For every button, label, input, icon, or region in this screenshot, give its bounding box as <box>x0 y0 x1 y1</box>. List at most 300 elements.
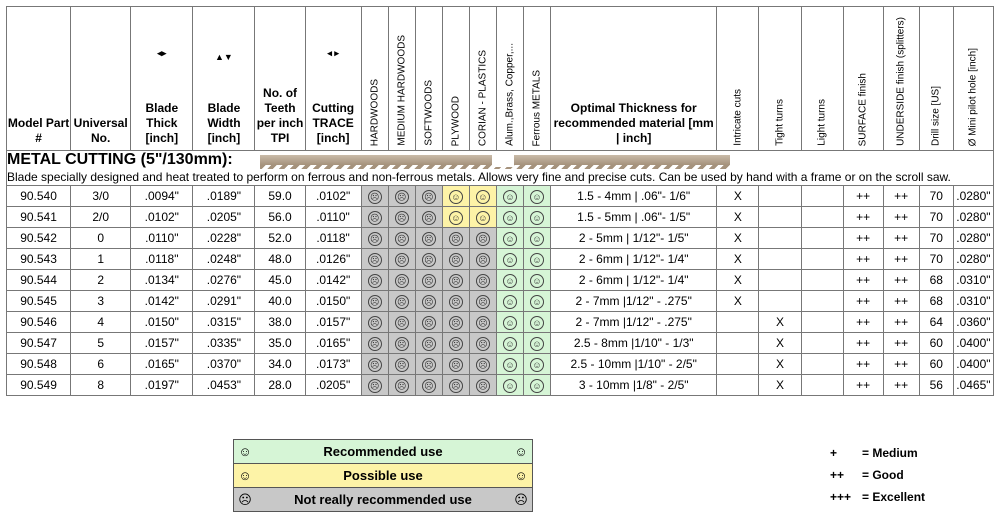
header-corian-label: CORIAN - PLASTICS <box>477 49 489 146</box>
cell-material-rating <box>523 291 550 312</box>
cell-universal: 0 <box>71 228 131 249</box>
cell-material-rating <box>469 270 496 291</box>
cell-material-rating <box>388 312 415 333</box>
cell-universal: 8 <box>71 375 131 396</box>
header-ferrous <box>523 7 550 151</box>
cell-pilot: .0465" <box>953 375 993 396</box>
cell-trace: .0142" <box>305 270 361 291</box>
cell-material-rating <box>523 249 550 270</box>
cell-intricate: X <box>717 228 759 249</box>
recommended-face-icon: ☺ <box>530 253 544 267</box>
cell-surface: ++ <box>843 291 883 312</box>
cell-light <box>801 186 843 207</box>
cell-underside: ++ <box>883 186 919 207</box>
cell-thick: .0150" <box>131 312 193 333</box>
rating-key-meaning: = Medium <box>862 446 918 460</box>
not-recommended-face-icon: ☹ <box>449 232 463 246</box>
not-recommended-face-icon: ☹ <box>422 190 436 204</box>
cell-drill: 70 <box>919 186 953 207</box>
dimension-arrow-icon: ◂ ▸ <box>327 48 339 58</box>
cell-universal: 5 <box>71 333 131 354</box>
cell-material-rating <box>388 270 415 291</box>
not-recommended-face-icon: ☹ <box>368 211 382 225</box>
data-rows <box>7 186 994 396</box>
cell-surface: ++ <box>843 228 883 249</box>
header-optimal-label: Optimal Thickness for recommended material [mm | inch] <box>553 101 714 145</box>
not-recommended-face-icon: ☹ <box>422 379 436 393</box>
header-teeth <box>255 7 305 151</box>
cell-model: 90.548 <box>7 354 71 375</box>
cell-thick: .0165" <box>131 354 193 375</box>
header-intricate <box>717 7 759 151</box>
cell-material-rating <box>388 354 415 375</box>
header-teeth-label: No. of Teeth per inch TPI <box>256 86 304 145</box>
header-plywood-label: PLYWOOD <box>450 95 462 146</box>
header-hardwoods-label: HARDWOODS <box>369 78 381 146</box>
cell-teeth: 56.0 <box>255 207 305 228</box>
cell-trace: .0118" <box>305 228 361 249</box>
cell-light <box>801 228 843 249</box>
not-recommended-face-icon: ☹ <box>449 274 463 288</box>
cell-material-rating <box>415 186 442 207</box>
cell-intricate: X <box>717 270 759 291</box>
recommended-face-icon: ☺ <box>530 316 544 330</box>
cell-universal: 4 <box>71 312 131 333</box>
saw-blade-image <box>260 155 730 165</box>
cell-material-rating <box>496 375 523 396</box>
cell-material-rating <box>415 312 442 333</box>
recommended-face-icon: ☺ <box>503 253 517 267</box>
cell-underside: ++ <box>883 333 919 354</box>
not-recommended-face-icon: ☹ <box>422 316 436 330</box>
table-row <box>7 207 994 228</box>
cell-material-rating <box>496 228 523 249</box>
cell-light <box>801 375 843 396</box>
legend-face-icon: ☺ <box>234 464 257 488</box>
cell-surface: ++ <box>843 186 883 207</box>
cell-universal: 6 <box>71 354 131 375</box>
cell-model: 90.543 <box>7 249 71 270</box>
cell-model: 90.542 <box>7 228 71 249</box>
cell-universal: 2 <box>71 270 131 291</box>
cell-universal: 3 <box>71 291 131 312</box>
not-recommended-face-icon: ☹ <box>476 253 490 267</box>
cell-trace: .0205" <box>305 375 361 396</box>
cell-material-rating <box>442 186 469 207</box>
cell-tight <box>759 186 801 207</box>
header-plywood <box>442 7 469 151</box>
cell-thick: .0102" <box>131 207 193 228</box>
cell-optimal: 3 - 10mm |1/8" - 2/5" <box>551 375 717 396</box>
cell-trace: .0126" <box>305 249 361 270</box>
cell-intricate <box>717 333 759 354</box>
cell-material-rating <box>415 333 442 354</box>
cell-drill: 70 <box>919 249 953 270</box>
cell-light <box>801 207 843 228</box>
header-surface <box>843 7 883 151</box>
recommended-face-icon: ☺ <box>503 274 517 288</box>
cell-material-rating <box>496 354 523 375</box>
rating-key-symbol: + <box>830 446 838 460</box>
cell-material-rating <box>496 249 523 270</box>
cell-thick: .0110" <box>131 228 193 249</box>
table-row <box>7 354 994 375</box>
cell-tight <box>759 291 801 312</box>
not-recommended-face-icon: ☹ <box>422 232 436 246</box>
cell-underside: ++ <box>883 375 919 396</box>
cell-surface: ++ <box>843 312 883 333</box>
cell-material-rating <box>523 270 550 291</box>
cell-teeth: 35.0 <box>255 333 305 354</box>
table-row <box>7 228 994 249</box>
cell-material-rating <box>469 207 496 228</box>
cell-universal: 3/0 <box>71 186 131 207</box>
cell-underside: ++ <box>883 249 919 270</box>
cell-drill: 68 <box>919 291 953 312</box>
cell-material-rating <box>469 249 496 270</box>
cell-teeth: 59.0 <box>255 186 305 207</box>
cell-trace: .0165" <box>305 333 361 354</box>
legend-face-icon: ☺ <box>234 440 257 464</box>
cell-width: .0228" <box>193 228 255 249</box>
recommended-face-icon: ☺ <box>503 232 517 246</box>
table-row <box>7 312 994 333</box>
cell-drill: 64 <box>919 312 953 333</box>
cell-light <box>801 249 843 270</box>
cell-material-rating <box>523 375 550 396</box>
cell-optimal: 2 - 6mm | 1/12"- 1/4" <box>551 270 717 291</box>
cell-pilot: .0360" <box>953 312 993 333</box>
not-recommended-face-icon: ☹ <box>395 274 409 288</box>
not-recommended-face-icon: ☹ <box>368 274 382 288</box>
rating-key-item <box>830 446 918 460</box>
cell-teeth: 48.0 <box>255 249 305 270</box>
not-recommended-face-icon: ☹ <box>449 337 463 351</box>
cell-material-rating <box>496 270 523 291</box>
legend-item <box>234 464 533 488</box>
not-recommended-face-icon: ☹ <box>395 295 409 309</box>
cell-width: .0248" <box>193 249 255 270</box>
cell-model: 90.549 <box>7 375 71 396</box>
cell-pilot: .0400" <box>953 354 993 375</box>
header-light <box>801 7 843 151</box>
not-recommended-face-icon: ☹ <box>476 295 490 309</box>
cell-surface: ++ <box>843 354 883 375</box>
legend-item <box>234 440 533 464</box>
cell-teeth: 52.0 <box>255 228 305 249</box>
not-recommended-face-icon: ☹ <box>449 316 463 330</box>
header-trace-label: Cutting TRACE [inch] <box>312 101 355 145</box>
cell-trace: .0150" <box>305 291 361 312</box>
rating-key-symbol: +++ <box>830 490 852 504</box>
cell-width: .0205" <box>193 207 255 228</box>
not-recommended-face-icon: ☹ <box>476 274 490 288</box>
cell-tight <box>759 228 801 249</box>
header-underside <box>883 7 919 151</box>
cell-underside: ++ <box>883 354 919 375</box>
header-row <box>7 7 994 151</box>
possible-face-icon: ☺ <box>476 211 490 225</box>
blade-spec-table <box>6 6 994 396</box>
not-recommended-face-icon: ☹ <box>395 379 409 393</box>
not-recommended-face-icon: ☹ <box>395 316 409 330</box>
cell-width: .0453" <box>193 375 255 396</box>
header-trace <box>305 7 361 151</box>
cell-light <box>801 354 843 375</box>
cell-model: 90.546 <box>7 312 71 333</box>
cell-intricate: X <box>717 207 759 228</box>
recommended-face-icon: ☺ <box>503 337 517 351</box>
cell-optimal: 2 - 6mm | 1/12"- 1/4" <box>551 249 717 270</box>
cell-intricate <box>717 312 759 333</box>
cell-universal: 2/0 <box>71 207 131 228</box>
header-drill <box>919 7 953 151</box>
cell-material-rating <box>388 291 415 312</box>
cell-model: 90.544 <box>7 270 71 291</box>
rating-key-symbol: ++ <box>830 468 845 482</box>
recommended-face-icon: ☺ <box>503 358 517 372</box>
cell-tight: X <box>759 312 801 333</box>
cell-teeth: 40.0 <box>255 291 305 312</box>
cell-teeth: 28.0 <box>255 375 305 396</box>
cell-pilot: .0310" <box>953 291 993 312</box>
not-recommended-face-icon: ☹ <box>422 253 436 267</box>
cell-thick: .0157" <box>131 333 193 354</box>
cell-material-rating <box>361 333 388 354</box>
possible-face-icon: ☺ <box>449 190 463 204</box>
dimension-arrow-icon: ◂▸ <box>157 48 167 58</box>
legend-label: Not really recommended use <box>256 488 510 512</box>
not-recommended-face-icon: ☹ <box>368 253 382 267</box>
not-recommended-face-icon: ☹ <box>422 337 436 351</box>
cell-material-rating <box>415 249 442 270</box>
cell-material-rating <box>388 228 415 249</box>
cell-width: .0315" <box>193 312 255 333</box>
not-recommended-face-icon: ☹ <box>422 274 436 288</box>
not-recommended-face-icon: ☹ <box>368 358 382 372</box>
not-recommended-face-icon: ☹ <box>395 211 409 225</box>
cell-surface: ++ <box>843 270 883 291</box>
cell-material-rating <box>496 312 523 333</box>
legend-face-icon: ☹ <box>510 488 533 512</box>
cell-material-rating <box>523 228 550 249</box>
cell-material-rating <box>442 333 469 354</box>
cell-optimal: 2 - 7mm |1/12" - .275" <box>551 291 717 312</box>
cell-material-rating <box>469 312 496 333</box>
cell-material-rating <box>469 354 496 375</box>
legend-label: Possible use <box>256 464 510 488</box>
cell-intricate <box>717 354 759 375</box>
recommended-face-icon: ☺ <box>530 190 544 204</box>
cell-universal: 1 <box>71 249 131 270</box>
cell-thick: .0142" <box>131 291 193 312</box>
not-recommended-face-icon: ☹ <box>476 379 490 393</box>
cell-drill: 68 <box>919 270 953 291</box>
cell-material-rating <box>442 249 469 270</box>
cell-pilot: .0280" <box>953 186 993 207</box>
cell-material-rating <box>469 291 496 312</box>
cell-teeth: 45.0 <box>255 270 305 291</box>
cell-material-rating <box>523 354 550 375</box>
cell-surface: ++ <box>843 249 883 270</box>
cell-material-rating <box>388 375 415 396</box>
usage-legend <box>233 439 533 512</box>
cell-width: .0189" <box>193 186 255 207</box>
cell-material-rating <box>469 186 496 207</box>
recommended-face-icon: ☺ <box>530 232 544 246</box>
rating-key-item <box>830 490 925 504</box>
cell-material-rating <box>523 207 550 228</box>
cell-material-rating <box>442 312 469 333</box>
recommended-face-icon: ☺ <box>503 316 517 330</box>
not-recommended-face-icon: ☹ <box>422 211 436 225</box>
not-recommended-face-icon: ☹ <box>476 316 490 330</box>
cell-pilot: .0280" <box>953 228 993 249</box>
not-recommended-face-icon: ☹ <box>422 358 436 372</box>
cell-width: .0276" <box>193 270 255 291</box>
header-surface-label: SURFACE finish <box>857 72 869 146</box>
cell-drill: 70 <box>919 228 953 249</box>
header-drill-label: Drill size [US] <box>930 85 942 146</box>
cell-tight: X <box>759 354 801 375</box>
cell-light <box>801 312 843 333</box>
cell-material-rating <box>496 207 523 228</box>
cell-material-rating <box>388 207 415 228</box>
cell-model: 90.547 <box>7 333 71 354</box>
header-alum-label: Alum.,Brass, Copper,... <box>504 43 516 146</box>
recommended-face-icon: ☺ <box>503 379 517 393</box>
not-recommended-face-icon: ☹ <box>395 190 409 204</box>
header-universal-label: Universal No. <box>73 116 128 145</box>
table-row <box>7 333 994 354</box>
cell-material-rating <box>388 249 415 270</box>
cell-material-rating <box>442 270 469 291</box>
cell-material-rating <box>388 186 415 207</box>
rating-key-meaning: = Good <box>862 468 904 482</box>
cell-drill: 60 <box>919 354 953 375</box>
legend-face-icon: ☺ <box>510 464 533 488</box>
cell-intricate: X <box>717 186 759 207</box>
cell-optimal: 2 - 7mm |1/12" - .275" <box>551 312 717 333</box>
cell-underside: ++ <box>883 270 919 291</box>
cell-light <box>801 333 843 354</box>
recommended-face-icon: ☺ <box>530 211 544 225</box>
header-model-label: Model Part # <box>7 116 70 145</box>
cell-trace: .0102" <box>305 186 361 207</box>
section-description: Blade specially designed and heat treated to perform on ferrous and non-ferrous metals. Allows very fine and precise cuts. Can be used by hand with a frame or on the scroll saw. <box>7 170 951 184</box>
cell-material-rating <box>415 375 442 396</box>
cell-material-rating <box>442 291 469 312</box>
cell-material-rating <box>442 354 469 375</box>
dimension-arrow-icon: ▲▼ <box>215 52 233 62</box>
cell-width: .0335" <box>193 333 255 354</box>
cell-surface: ++ <box>843 375 883 396</box>
header-width-label: Blade Width [inch] <box>207 101 241 145</box>
header-width <box>193 7 255 151</box>
cell-material-rating <box>361 354 388 375</box>
cell-material-rating <box>442 228 469 249</box>
cell-model: 90.541 <box>7 207 71 228</box>
recommended-face-icon: ☺ <box>530 274 544 288</box>
not-recommended-face-icon: ☹ <box>449 253 463 267</box>
cell-thick: .0118" <box>131 249 193 270</box>
cell-material-rating <box>361 312 388 333</box>
rating-key-item <box>830 468 904 482</box>
table-row <box>7 291 994 312</box>
cell-underside: ++ <box>883 228 919 249</box>
recommended-face-icon: ☺ <box>503 190 517 204</box>
cell-material-rating <box>361 207 388 228</box>
header-softwoods-label: SOFTWOODS <box>423 80 435 146</box>
header-ferrous-label: Ferrous METALS <box>531 69 543 146</box>
header-universal <box>71 7 131 151</box>
cell-material-rating <box>469 375 496 396</box>
not-recommended-face-icon: ☹ <box>368 295 382 309</box>
cell-tight: X <box>759 375 801 396</box>
recommended-face-icon: ☺ <box>530 379 544 393</box>
not-recommended-face-icon: ☹ <box>368 379 382 393</box>
header-pilot-label: Ø Mini pilot hole [inch] <box>967 47 979 146</box>
cell-underside: ++ <box>883 291 919 312</box>
cell-material-rating <box>361 249 388 270</box>
cell-trace: .0157" <box>305 312 361 333</box>
cell-optimal: 2 - 5mm | 1/12"- 1/5" <box>551 228 717 249</box>
cell-pilot: .0280" <box>953 207 993 228</box>
recommended-face-icon: ☺ <box>503 295 517 309</box>
cell-material-rating <box>361 228 388 249</box>
recommended-face-icon: ☺ <box>530 337 544 351</box>
cell-tight <box>759 249 801 270</box>
cell-optimal: 2.5 - 10mm |1/10" - 2/5" <box>551 354 717 375</box>
cell-material-rating <box>523 186 550 207</box>
cell-tight: X <box>759 333 801 354</box>
cell-material-rating <box>415 354 442 375</box>
header-hardwoods <box>361 7 388 151</box>
cell-pilot: .0310" <box>953 270 993 291</box>
cell-thick: .0134" <box>131 270 193 291</box>
cell-teeth: 34.0 <box>255 354 305 375</box>
cell-surface: ++ <box>843 207 883 228</box>
cell-model: 90.545 <box>7 291 71 312</box>
cell-material-rating <box>496 291 523 312</box>
not-recommended-face-icon: ☹ <box>395 232 409 246</box>
cell-material-rating <box>361 270 388 291</box>
header-intricate-label: Intricate cuts <box>732 89 744 146</box>
cell-material-rating <box>361 186 388 207</box>
cell-teeth: 38.0 <box>255 312 305 333</box>
cell-material-rating <box>523 312 550 333</box>
header-pilot <box>953 7 993 151</box>
not-recommended-face-icon: ☹ <box>395 358 409 372</box>
table-row <box>7 249 994 270</box>
legend-label: Recommended use <box>256 440 510 464</box>
not-recommended-face-icon: ☹ <box>449 358 463 372</box>
cell-material-rating <box>469 228 496 249</box>
cell-intricate <box>717 375 759 396</box>
cell-width: .0370" <box>193 354 255 375</box>
header-tight-label: Tight turns <box>774 99 786 146</box>
cell-trace: .0173" <box>305 354 361 375</box>
not-recommended-face-icon: ☹ <box>449 295 463 309</box>
possible-face-icon: ☺ <box>476 190 490 204</box>
cell-pilot: .0280" <box>953 249 993 270</box>
cell-underside: ++ <box>883 312 919 333</box>
header-light-label: Light turns <box>816 99 828 146</box>
header-tight <box>759 7 801 151</box>
section-title: METAL CUTTING (5"/130mm): <box>7 151 233 168</box>
cell-material-rating <box>415 228 442 249</box>
cell-pilot: .0400" <box>953 333 993 354</box>
